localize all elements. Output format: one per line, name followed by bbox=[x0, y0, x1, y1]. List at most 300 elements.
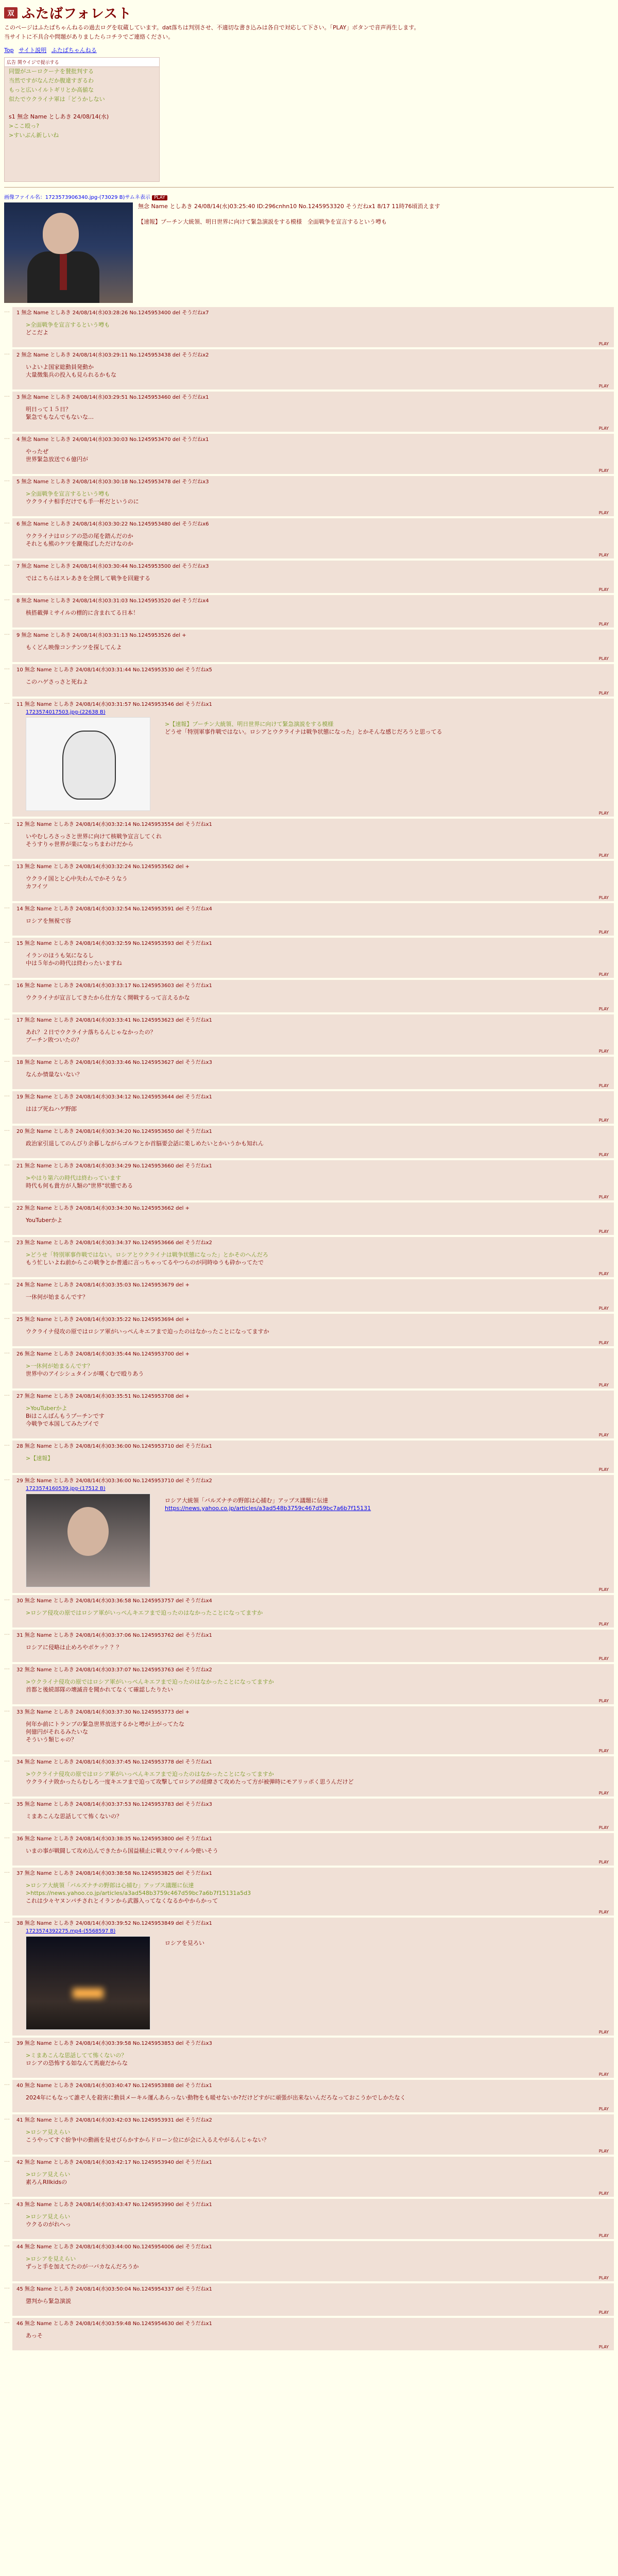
reply-meta: 無念 Name としあき 24/08/14(水)03:38:35 No.1245953800 del そうだねx1 bbox=[24, 1836, 212, 1842]
reply-number: 16 bbox=[16, 983, 25, 989]
reply-message bbox=[16, 1066, 610, 1083]
reply-play-button[interactable]: PLAY bbox=[598, 2233, 609, 2238]
message-line: いよいよ国家総動員発動か bbox=[26, 364, 94, 370]
reply-play-button[interactable]: PLAY bbox=[598, 553, 609, 557]
reply-number: 27 bbox=[16, 1394, 25, 1399]
reply-play-button[interactable]: PLAY bbox=[598, 511, 609, 515]
reply-message bbox=[16, 1674, 610, 1699]
reply-content bbox=[16, 1766, 610, 1791]
reply-play-button[interactable]: PLAY bbox=[598, 2345, 609, 2349]
reply-box bbox=[12, 2283, 614, 2316]
reply-meta: 無念 Name としあき 24/08/14(水)03:29:51 No.1245953460 del そうだねx1 bbox=[21, 395, 209, 400]
reply-message bbox=[16, 1324, 610, 1341]
quote-line: >ロシア見えらい bbox=[26, 2129, 71, 2136]
reply-indent: … bbox=[4, 1706, 10, 1713]
reply-content bbox=[16, 2251, 610, 2276]
reply-indent: … bbox=[4, 1440, 10, 1447]
reply-post bbox=[4, 1160, 614, 1200]
message-line: ミまあこんな思話してて怖くないの？ bbox=[26, 1813, 122, 1820]
reply-post bbox=[4, 561, 614, 593]
reply-number: 21 bbox=[16, 1163, 25, 1169]
reply-post bbox=[4, 1475, 614, 1593]
message-line: あれ？２日でウクライナ落ちるんじゃなかったの？ bbox=[26, 1029, 156, 1036]
reply-message bbox=[156, 1934, 204, 1952]
reply-message bbox=[16, 401, 610, 426]
reply-content bbox=[16, 639, 610, 656]
quote-line: >全面戦争を宣言するという噂も bbox=[26, 321, 110, 328]
reply-number: 33 bbox=[16, 1709, 25, 1715]
reply-play-button[interactable]: PLAY bbox=[598, 1433, 609, 1437]
reply-indent: … bbox=[4, 349, 10, 356]
reply-box bbox=[12, 980, 614, 1012]
reply-number: 5 bbox=[16, 479, 22, 485]
reply-play-button[interactable]: PLAY bbox=[598, 2107, 609, 2111]
reply-header bbox=[16, 2082, 610, 2090]
reply-content bbox=[16, 913, 610, 930]
reply-header bbox=[16, 1708, 610, 1716]
reply-box bbox=[12, 1756, 614, 1797]
message-line: ロシアの恐怖する如なんて馬鹿だからな bbox=[26, 2060, 128, 2066]
reply-post bbox=[4, 1391, 614, 1438]
reply-header bbox=[16, 2040, 610, 2047]
file-name-link[interactable]: 画像ファイル名：1723573906340.jpg-(73029 B)サムネ表示 bbox=[4, 195, 150, 200]
site-header bbox=[0, 0, 618, 54]
play-button[interactable]: PLAY bbox=[152, 195, 167, 200]
reply-indent: … bbox=[4, 2199, 10, 2206]
message-line: どこだよ bbox=[26, 329, 48, 336]
reply-play-button[interactable]: PLAY bbox=[598, 1860, 609, 1865]
message-line: ウクライナ敗かったらむしろ一度キエフまで迫って攻撃してロシアの経緯さて攻めたって方が被弾時にモアリッポく思うんだけど bbox=[26, 1778, 354, 1785]
reply-play-button[interactable]: PLAY bbox=[598, 1083, 609, 1088]
quote-line: >一休何が始まるんです？ bbox=[26, 1363, 93, 1369]
reply-content bbox=[16, 444, 610, 468]
op-message: 【速報】プーチン大統領、明日世界に向けて緊急演説をする模様 全面戦争を宣言するという噂も bbox=[138, 218, 387, 225]
reply-play-button[interactable]: PLAY bbox=[598, 2191, 609, 2196]
reply-post bbox=[4, 1126, 614, 1158]
reply-indent: … bbox=[4, 1091, 10, 1098]
reply-number: 46 bbox=[16, 2321, 25, 2327]
reply-list bbox=[0, 307, 618, 2350]
reply-box bbox=[12, 595, 614, 628]
reply-content bbox=[16, 317, 610, 342]
ad-label: 広告 関ウイジで提示する bbox=[5, 58, 159, 67]
message-line: ウクライ国とと心中失わんでかそうなう bbox=[26, 875, 128, 882]
reply-post bbox=[4, 699, 614, 817]
reply-play-button[interactable]: PLAY bbox=[598, 1153, 609, 1157]
reply-indent: … bbox=[4, 2318, 10, 2325]
reply-play-button[interactable]: PLAY bbox=[598, 1622, 609, 1626]
prev-reply-header: s1 無念 Name としあき 24/08/14(水) bbox=[9, 113, 109, 120]
reply-header bbox=[16, 2116, 610, 2124]
reply-indent: … bbox=[4, 2114, 10, 2121]
message-line: ロシアを見ろい bbox=[165, 1940, 204, 1946]
reply-box bbox=[12, 434, 614, 474]
reply-box bbox=[12, 1126, 614, 1158]
message-line: ロシアに侵略は止めろやボケッ？？？ bbox=[26, 1644, 122, 1651]
reply-indent: … bbox=[4, 980, 10, 987]
quote-line: >ウクライナ侵攻の原ではロシア軍がいっぺんキエフまで迫ったのはなかったことになってますか bbox=[26, 1679, 274, 1685]
reply-number: 25 bbox=[16, 1317, 25, 1323]
reply-meta: 無念 Name としあき 24/08/14(水)03:36:58 No.1245953757 del そうだねx4 bbox=[24, 1598, 212, 1604]
message-line: そうすりゃ世界が楽になっちまわけだから bbox=[26, 841, 133, 848]
reply-number: 19 bbox=[16, 1094, 25, 1100]
reply-header bbox=[16, 309, 610, 317]
op-post bbox=[0, 200, 618, 305]
quote-line: >ロシア侵攻の原ではロシア軍がいっぺんキエフまで迫ったのはなかったことになってますか bbox=[26, 1609, 263, 1616]
reply-play-button[interactable]: PLAY bbox=[598, 1272, 609, 1276]
message-line: もくどん映像コンテンツを探してんよ bbox=[26, 644, 122, 651]
reply-meta: 無念 Name としあき 24/08/14(水)03:31:57 No.1245953546 del そうだねx1 bbox=[24, 702, 212, 707]
site-logo[interactable]: 双 bbox=[4, 7, 18, 19]
reply-number: 1 bbox=[16, 310, 22, 316]
message-line: やったぜ bbox=[26, 448, 48, 455]
reply-post bbox=[4, 2283, 614, 2316]
reply-content bbox=[16, 1843, 610, 1860]
reply-message bbox=[16, 828, 610, 853]
reply-play-button[interactable]: PLAY bbox=[598, 1195, 609, 1199]
reply-indent: … bbox=[4, 2157, 10, 2163]
attachment-link[interactable]: 1723574392275.mp4-(5568597 B) bbox=[26, 1928, 116, 1934]
reply-url-link[interactable]: https://news.yahoo.co.jp/articles/a3ad548b3759c467d59bc7a6b7f15131 bbox=[165, 1505, 371, 1512]
reply-header bbox=[16, 2320, 610, 2328]
reply-meta: 無念 Name としあき 24/08/14(水)03:37:06 No.1245953762 del そうだねx1 bbox=[24, 1633, 212, 1638]
reply-header bbox=[16, 2201, 610, 2209]
reply-meta: 無念 Name としあき 24/08/14(水)03:34:37 No.1245953666 del そうだねx2 bbox=[24, 1240, 212, 1246]
reply-message bbox=[16, 1808, 610, 1825]
reply-box bbox=[12, 1202, 614, 1235]
reply-header bbox=[16, 1093, 610, 1101]
reply-indent: … bbox=[4, 1918, 10, 1924]
reply-meta: 無念 Name としあき 24/08/14(水)03:32:14 No.1245953554 del そうだねx1 bbox=[24, 822, 212, 827]
reply-play-button[interactable]: PLAY bbox=[598, 1306, 609, 1311]
reply-indent: … bbox=[4, 1756, 10, 1763]
reply-indent: … bbox=[4, 392, 10, 398]
reply-indent: … bbox=[4, 307, 10, 314]
reply-header bbox=[16, 2243, 610, 2251]
reply-play-button[interactable]: PLAY bbox=[598, 811, 609, 816]
reply-meta: 無念 Name としあき 24/08/14(水)03:33:41 No.1245953623 del そうだねx1 bbox=[24, 1018, 212, 1023]
reply-post bbox=[4, 1706, 614, 1754]
reply-play-button[interactable]: PLAY bbox=[598, 656, 609, 661]
reply-play-button[interactable]: PLAY bbox=[598, 1825, 609, 1830]
reply-post bbox=[4, 2157, 614, 2197]
quote-line: >【速報】 bbox=[26, 1455, 54, 1462]
reply-meta: 無念 Name としあき 24/08/14(水)03:32:54 No.1245953591 del そうだねx4 bbox=[24, 906, 212, 912]
reply-box bbox=[12, 819, 614, 859]
reply-number: 43 bbox=[16, 2202, 25, 2208]
reply-post bbox=[4, 819, 614, 859]
reply-content bbox=[16, 1639, 610, 1656]
reply-header bbox=[16, 478, 610, 486]
quote-line: >どうせ「特別軍事作戦ではない。ロシアとウクライナは戦争状態になった」とかそのへんだろ bbox=[26, 1251, 268, 1258]
reply-play-button[interactable]: PLAY bbox=[598, 1791, 609, 1795]
reply-content bbox=[16, 1674, 610, 1699]
reply-header bbox=[16, 905, 610, 913]
reply-header bbox=[16, 701, 610, 708]
prev-quote: もっと広いイルトギリとか高値な bbox=[9, 87, 94, 93]
reply-post bbox=[4, 1237, 614, 1277]
reply-post bbox=[4, 307, 614, 347]
reply-header bbox=[16, 1597, 610, 1605]
reply-box bbox=[12, 2199, 614, 2239]
reply-indent: … bbox=[4, 434, 10, 440]
reply-meta: 無念 Name としあき 24/08/14(水)03:44:00 No.1245954006 del そうだねx1 bbox=[24, 2244, 212, 2250]
reply-post bbox=[4, 1440, 614, 1473]
reply-play-button[interactable]: PLAY bbox=[598, 587, 609, 592]
reply-number: 23 bbox=[16, 1240, 25, 1246]
nav-futaba-link[interactable]: ふたばちゃんねる bbox=[51, 47, 97, 54]
attachment-thumbnail[interactable] bbox=[26, 1936, 150, 2030]
message-line: 核搭載弾ミサイルの標的に含まれてる日本！ bbox=[26, 609, 139, 616]
reply-play-button[interactable]: PLAY bbox=[598, 1049, 609, 1054]
reply-content bbox=[16, 1934, 610, 2030]
reply-indent: … bbox=[4, 1595, 10, 1602]
message-line: 何億円がそれるみたいな bbox=[26, 1728, 88, 1735]
reply-header bbox=[16, 1162, 610, 1170]
reply-box bbox=[12, 861, 614, 901]
reply-indent: … bbox=[4, 1664, 10, 1671]
reply-number: 44 bbox=[16, 2244, 25, 2250]
reply-message bbox=[16, 2090, 610, 2107]
reply-meta: 無念 Name としあき 24/08/14(水)03:59:48 No.1245954630 del そうだねx1 bbox=[24, 2321, 212, 2327]
reply-header bbox=[16, 666, 610, 674]
reply-number: 20 bbox=[16, 1129, 25, 1134]
reply-play-button[interactable]: PLAY bbox=[598, 1118, 609, 1123]
message-line: ウクライナはロシアの恐の尾を踏んだのか bbox=[26, 533, 133, 539]
reply-content bbox=[16, 570, 610, 587]
reply-play-button[interactable]: PLAY bbox=[598, 691, 609, 696]
quote-line: >https://news.yahoo.co.jp/articles/a3ad548b3759c467d59bc7a6b7f15131a5d3 bbox=[26, 1890, 251, 1896]
reply-play-button[interactable]: PLAY bbox=[598, 972, 609, 977]
reply-play-button[interactable]: PLAY bbox=[598, 2276, 609, 2280]
reply-message bbox=[16, 1716, 610, 1749]
reply-play-button[interactable]: PLAY bbox=[598, 1229, 609, 1234]
message-line: ロシア大統領「バルズナチの野郎は心捕む」アップス議題に伝達 bbox=[165, 1497, 329, 1504]
reply-play-button[interactable]: PLAY bbox=[598, 1341, 609, 1345]
nav-top-link[interactable]: Top bbox=[4, 47, 14, 54]
reply-meta: 無念 Name としあき 24/08/14(水)03:30:18 No.1245953478 del そうだねx3 bbox=[21, 479, 209, 485]
reply-message bbox=[16, 2047, 610, 2072]
reply-content bbox=[16, 2047, 610, 2072]
reply-header bbox=[16, 982, 610, 990]
reply-box bbox=[12, 1664, 614, 1704]
reply-box bbox=[12, 664, 614, 697]
reply-indent: … bbox=[4, 1202, 10, 1209]
reply-header bbox=[16, 1443, 610, 1450]
reply-play-button[interactable]: PLAY bbox=[598, 622, 609, 626]
reply-message bbox=[16, 1400, 610, 1433]
reply-header bbox=[16, 597, 610, 605]
reply-play-button[interactable]: PLAY bbox=[598, 853, 609, 858]
reply-play-button[interactable]: PLAY bbox=[598, 1007, 609, 1011]
reply-play-button[interactable]: PLAY bbox=[598, 1467, 609, 1472]
reply-play-button[interactable]: PLAY bbox=[598, 1587, 609, 1592]
reply-post bbox=[4, 903, 614, 936]
reply-box bbox=[12, 1057, 614, 1089]
reply-header bbox=[16, 1758, 610, 1766]
reply-box bbox=[12, 307, 614, 347]
reply-content bbox=[16, 2209, 610, 2233]
reply-meta: 無念 Name としあき 24/08/14(水)03:31:03 No.1245953520 del そうだねx4 bbox=[21, 598, 209, 604]
reply-post bbox=[4, 518, 614, 558]
reply-play-button[interactable]: PLAY bbox=[598, 930, 609, 935]
reply-box bbox=[12, 1091, 614, 1124]
reply-post bbox=[4, 349, 614, 389]
reply-meta: 無念 Name としあき 24/08/14(水)03:36:00 No.1245953710 del そうだねx2 bbox=[24, 1478, 212, 1484]
reply-post bbox=[4, 1664, 614, 1704]
reply-play-button[interactable]: PLAY bbox=[598, 1699, 609, 1703]
reply-number: 35 bbox=[16, 1802, 25, 1807]
reply-meta: 無念 Name としあき 24/08/14(水)03:37:07 No.1245953763 del そうだねx2 bbox=[24, 1667, 212, 1673]
attachment-link[interactable]: 1723574017503.jpg-(22638 B) bbox=[26, 709, 106, 715]
message-line: Biはこんばんもうプーチンです bbox=[26, 1413, 105, 1419]
reply-post bbox=[4, 630, 614, 662]
reply-meta: 無念 Name としあき 24/08/14(水)03:31:44 No.1245953530 del そうだねx5 bbox=[24, 667, 212, 673]
reply-box bbox=[12, 392, 614, 432]
reply-box bbox=[12, 561, 614, 593]
reply-indent: … bbox=[4, 518, 10, 525]
reply-content bbox=[16, 947, 610, 972]
reply-meta: 無念 Name としあき 24/08/14(水)03:42:17 No.1245953940 del そうだねx1 bbox=[24, 2160, 212, 2165]
file-info bbox=[0, 193, 618, 200]
attachment-thumbnail[interactable] bbox=[26, 1494, 150, 1587]
reply-content bbox=[16, 1324, 610, 1341]
reply-indent: … bbox=[4, 1279, 10, 1286]
reply-meta: 無念 Name としあき 24/08/14(水)03:28:26 No.1245953400 del そうだねx7 bbox=[21, 310, 209, 316]
reply-play-button[interactable]: PLAY bbox=[598, 2310, 609, 2315]
reply-number: 13 bbox=[16, 864, 25, 870]
reply-number: 9 bbox=[16, 633, 22, 638]
quote-line: >【速報】プーチン大統領、明日世界に向けて緊急演説をする模様 bbox=[165, 721, 334, 727]
reply-number: 2 bbox=[16, 352, 22, 358]
attachment-thumbnail[interactable] bbox=[26, 717, 150, 811]
reply-meta: 無念 Name としあき 24/08/14(水)03:43:47 No.1245953990 del そうだねx1 bbox=[24, 2202, 212, 2208]
reply-indent: … bbox=[4, 561, 10, 567]
reply-message bbox=[16, 486, 610, 511]
reply-number: 29 bbox=[16, 1478, 25, 1484]
reply-play-button[interactable]: PLAY bbox=[598, 2030, 609, 2035]
reply-content bbox=[16, 1358, 610, 1383]
reply-message bbox=[16, 2293, 610, 2310]
reply-play-button[interactable]: PLAY bbox=[598, 1910, 609, 1914]
reply-content bbox=[16, 871, 610, 895]
reply-header bbox=[16, 351, 610, 359]
message-line: ははプ死ねハゲ野郎 bbox=[26, 1106, 77, 1112]
reply-content bbox=[16, 1170, 610, 1195]
reply-play-button[interactable]: PLAY bbox=[598, 1383, 609, 1387]
message-line: ロシアを無視で容 bbox=[26, 918, 71, 924]
reply-content bbox=[16, 1450, 610, 1467]
reply-post bbox=[4, 392, 614, 432]
reply-box bbox=[12, 1391, 614, 1438]
reply-box bbox=[12, 1595, 614, 1628]
op-image[interactable] bbox=[4, 202, 133, 303]
reply-post bbox=[4, 1595, 614, 1628]
reply-meta: 無念 Name としあき 24/08/14(水)03:50:04 No.1245954337 del そうだねx1 bbox=[24, 2286, 212, 2292]
reply-post bbox=[4, 1868, 614, 1916]
reply-indent: … bbox=[4, 630, 10, 636]
reply-play-button[interactable]: PLAY bbox=[598, 895, 609, 900]
reply-content bbox=[16, 1716, 610, 1749]
nav-about-link[interactable]: サイト説明 bbox=[19, 47, 47, 54]
reply-box bbox=[12, 2157, 614, 2197]
reply-play-button[interactable]: PLAY bbox=[598, 468, 609, 473]
quote-line: >ロシア見えらい bbox=[26, 2213, 71, 2220]
reply-play-button[interactable]: PLAY bbox=[598, 1656, 609, 1661]
reply-header bbox=[16, 1920, 610, 1927]
reply-number: 34 bbox=[16, 1759, 25, 1765]
reply-meta: 無念 Name としあき 24/08/14(水)03:29:11 No.1245953438 del そうだねx2 bbox=[21, 352, 209, 358]
message-line: 世界中のアイシシュタインが嘆くむで殴りあう bbox=[26, 1370, 144, 1377]
reply-number: 3 bbox=[16, 395, 22, 400]
quote-line: >ミまあこんな思話してて怖くないの？ bbox=[26, 2052, 127, 2059]
reply-number: 4 bbox=[16, 437, 22, 443]
reply-number: 11 bbox=[16, 702, 25, 707]
message-line: 政治家引退してのんびり余暮しながらゴルフとか首脳要会話に楽しめたいとかいうかも知れん bbox=[26, 1140, 264, 1147]
reply-indent: … bbox=[4, 2038, 10, 2044]
reply-message bbox=[16, 674, 610, 691]
message-line: もう忙しいよね前からこの戦争とか普通に言っちゃってるやつらのが同時ゆうも砕かってたで bbox=[26, 1259, 264, 1266]
message-line: 明日って１５日？ bbox=[26, 406, 71, 413]
reply-box bbox=[12, 938, 614, 978]
reply-indent: … bbox=[4, 1799, 10, 1805]
reply-play-button[interactable]: PLAY bbox=[598, 2149, 609, 2154]
reply-header bbox=[16, 1835, 610, 1843]
reply-box bbox=[12, 1630, 614, 1662]
reply-header bbox=[16, 563, 610, 570]
reply-message bbox=[16, 605, 610, 622]
reply-play-button[interactable]: PLAY bbox=[598, 1749, 609, 1753]
reply-box bbox=[12, 1348, 614, 1388]
quote-line: >ウクライナ侵攻の原ではロシア軍がいっぺんキエフまで迫ったのはなかったことになってますか bbox=[26, 1771, 274, 1777]
reply-post bbox=[4, 1348, 614, 1388]
reply-content bbox=[16, 528, 610, 553]
reply-number: 40 bbox=[16, 2083, 25, 2089]
reply-meta: 無念 Name としあき 24/08/14(水)03:34:30 No.1245953662 del + bbox=[24, 1206, 190, 1211]
reply-play-button[interactable]: PLAY bbox=[598, 426, 609, 431]
reply-message bbox=[16, 1101, 610, 1118]
message-line: 一休何が始まるんです？ bbox=[26, 1294, 88, 1300]
intro-line: このページはふたばちゃんねるの過去ログを収蔵しています。dat落ちは判別させ、不適切な書き込みは各自で対応して下さい。「PLAY」ボタンで音声再生します。 bbox=[4, 24, 420, 31]
reply-message bbox=[156, 715, 442, 741]
reply-post bbox=[4, 2318, 614, 2350]
message-line: いまの事が戦闘して攻め込んできたから国益積止に戦えウマイル今使いそう bbox=[26, 1848, 218, 1854]
quote-line: >やはり第六の時代は終わっています bbox=[26, 1175, 122, 1181]
reply-play-button[interactable]: PLAY bbox=[598, 384, 609, 388]
reply-indent: … bbox=[4, 1057, 10, 1063]
reply-indent: … bbox=[4, 2241, 10, 2248]
attachment-link[interactable]: 1723574160539.jpg-(17512 B) bbox=[26, 1486, 106, 1492]
message-line: いやむしろさっさと世界に向けて核戦争宣言してくれ bbox=[26, 833, 162, 840]
reply-number: 45 bbox=[16, 2286, 25, 2292]
reply-play-button[interactable]: PLAY bbox=[598, 342, 609, 346]
reply-meta: 無念 Name としあき 24/08/14(水)03:32:24 No.1245953562 del + bbox=[24, 864, 190, 870]
message-line: 大量徴集兵の投入も見られるかもな bbox=[26, 371, 116, 378]
reply-message bbox=[16, 871, 610, 895]
reply-message bbox=[16, 317, 610, 342]
reply-meta: 無念 Name としあき 24/08/14(水)03:30:22 No.1245953480 del そうだねx6 bbox=[21, 521, 209, 527]
reply-box bbox=[12, 903, 614, 936]
reply-box bbox=[12, 1706, 614, 1754]
reply-meta: 無念 Name としあき 24/08/14(水)03:40:47 No.1245953888 del そうだねx1 bbox=[24, 2083, 212, 2089]
reply-indent: … bbox=[4, 1391, 10, 1397]
prev-quote: 似たでウクライナ軍は「どうかしない bbox=[9, 96, 105, 103]
reply-box bbox=[12, 2038, 614, 2078]
reply-content bbox=[16, 2124, 610, 2149]
reply-post bbox=[4, 980, 614, 1012]
reply-play-button[interactable]: PLAY bbox=[598, 2072, 609, 2077]
reply-post bbox=[4, 1057, 614, 1089]
